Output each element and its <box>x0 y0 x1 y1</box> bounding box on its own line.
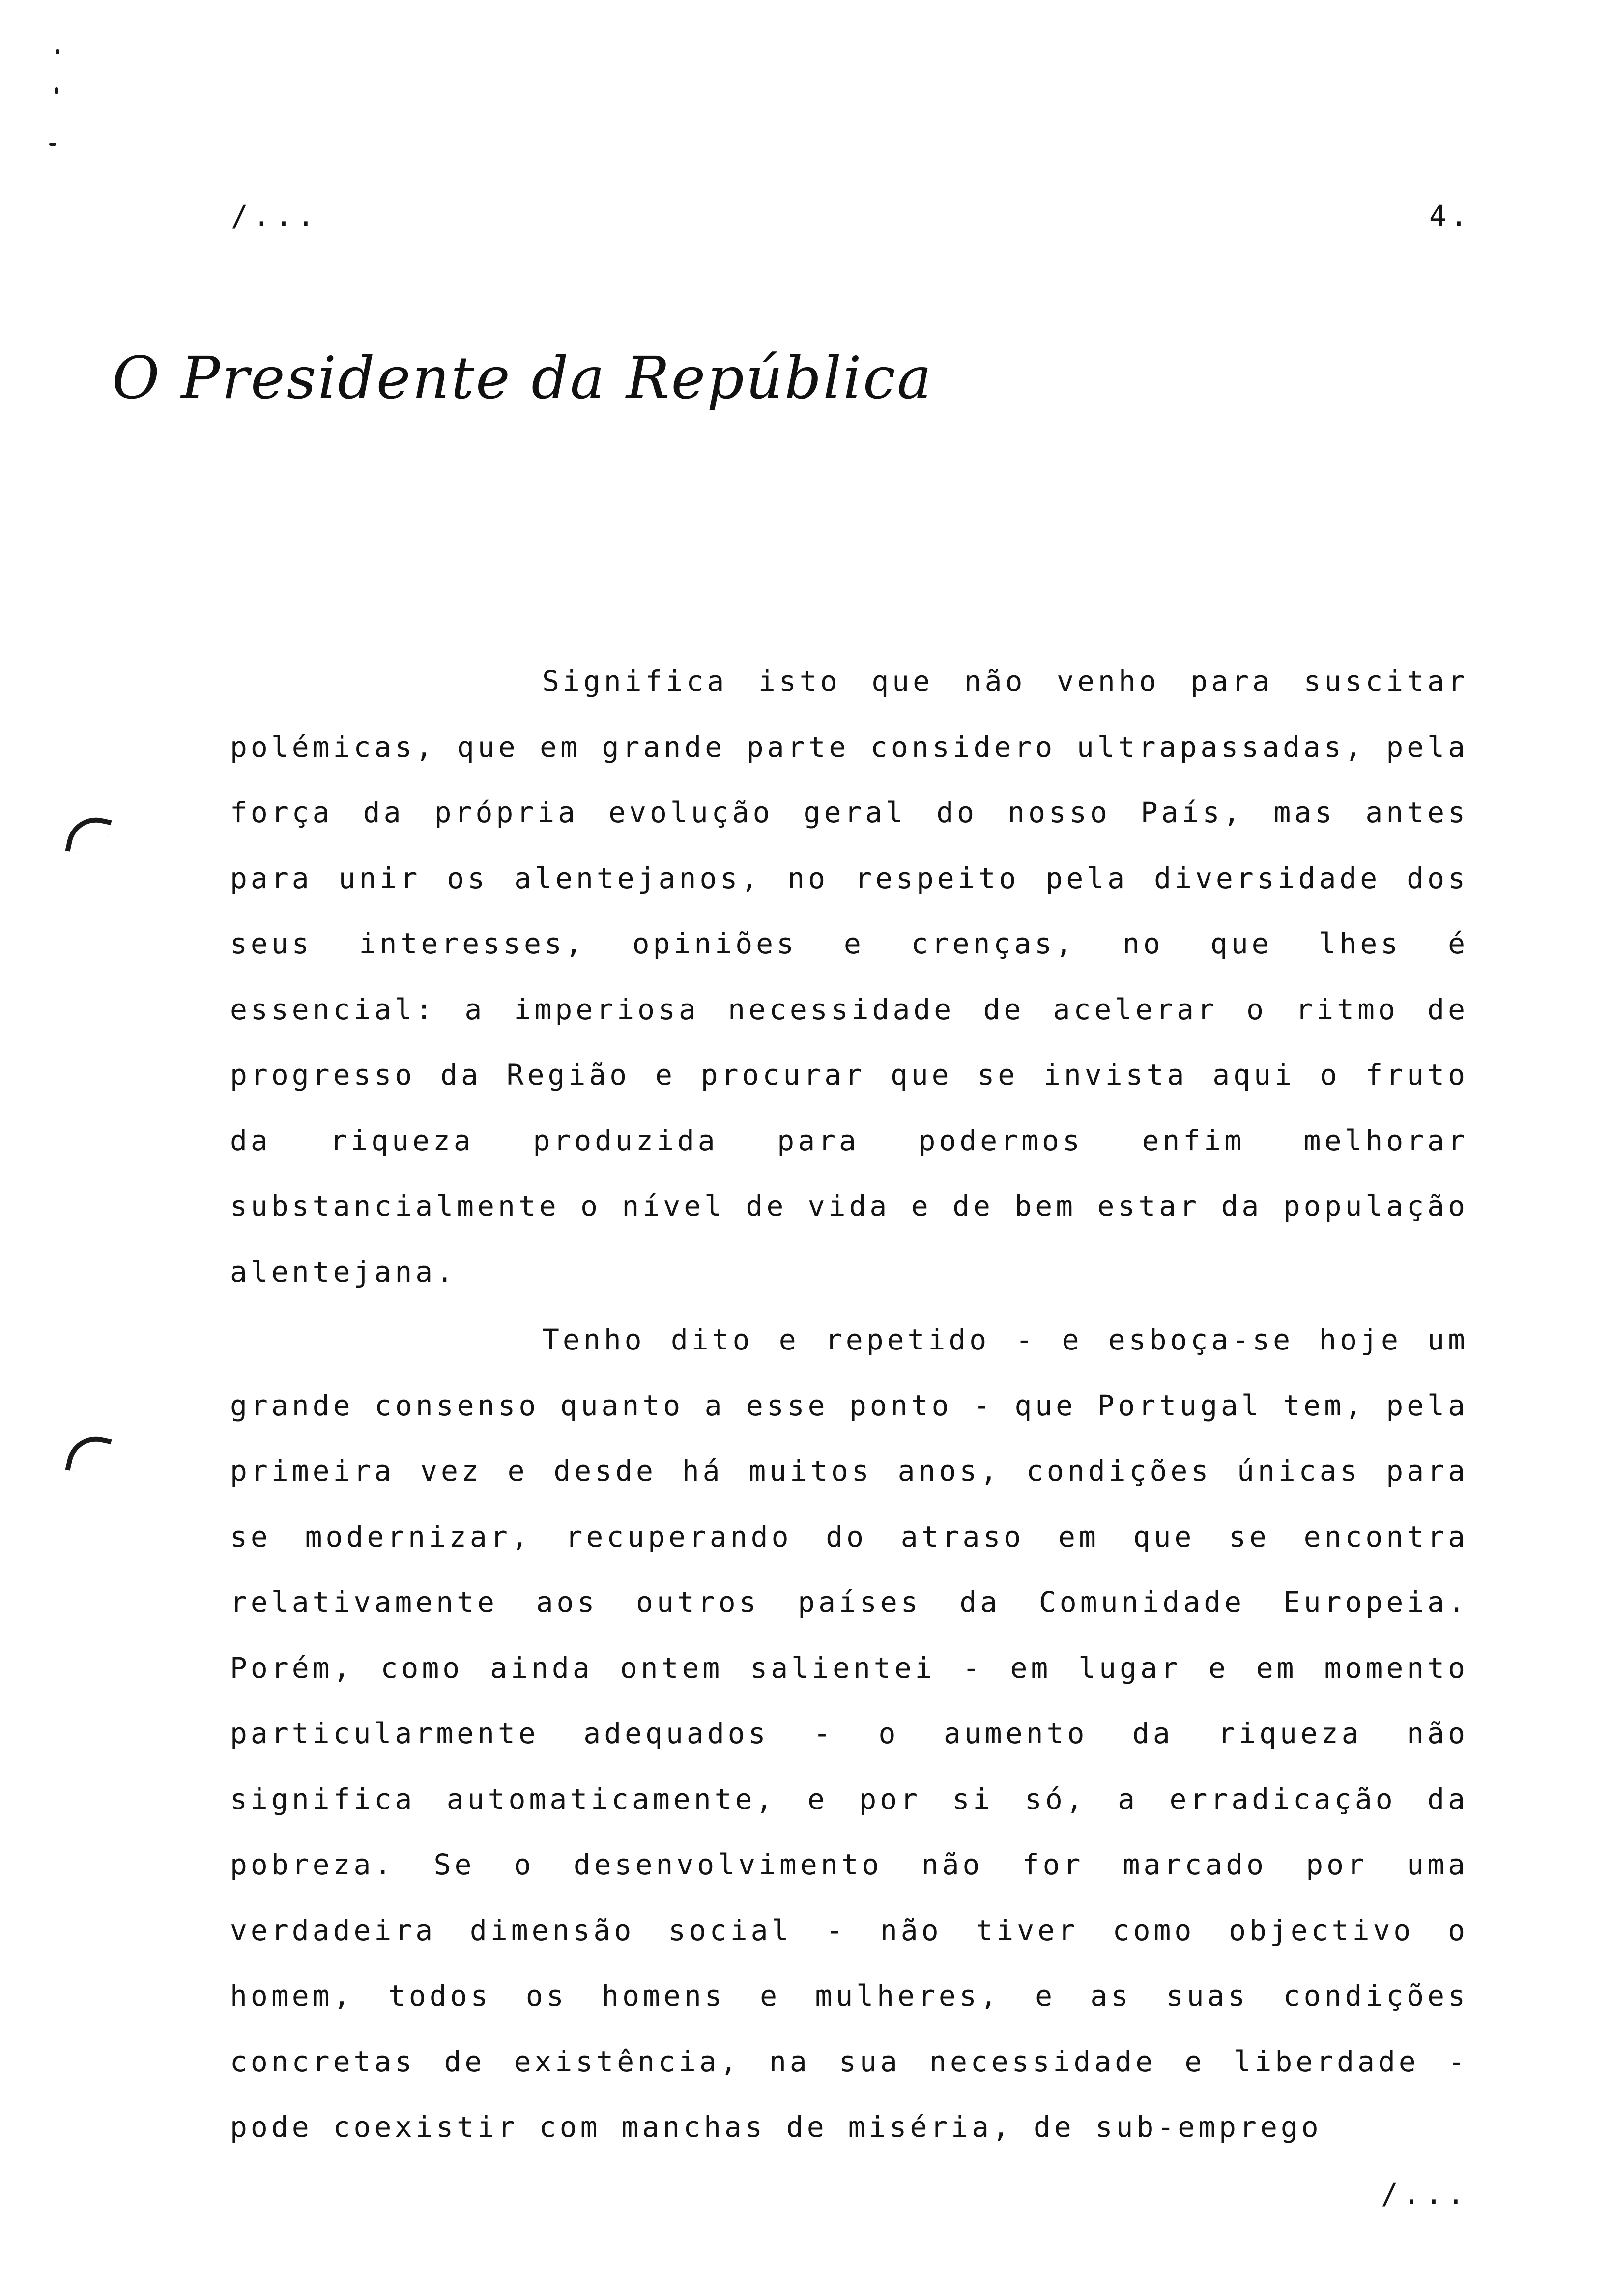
letterhead-title: O Presidente da República <box>112 344 933 412</box>
paragraph-text: Significa isto que não venho para suscitar polémicas, que em grande parte considero ultrapassadas, pela força da própria evolução geral do nosso País, mas antes para unir os alentejanos, no respeito pela diversidade dos seus interesses, opiniões e crenças, no que lhes é essencial: a imperiosa necessidade de acelerar o ritmo de progresso da Região e procurar que se invista aqui o fruto da riqueza produzida para podermos enfim melhorar substancialmente o nível de vida e de bem estar da população alentejana. <box>230 664 1468 1289</box>
continuation-marker-bottom: /... <box>1381 2177 1469 2210</box>
continuation-marker-top: /... <box>231 199 319 232</box>
punch-hole-mark <box>65 812 112 859</box>
punch-hole-mark <box>65 1432 112 1478</box>
scan-speck <box>55 87 58 94</box>
paragraph-text: Tenho dito e repetido - e esboça-se hoje um grande consenso quanto a esse ponto - que Portugal tem, pela primeira vez e desde há muitos anos, condições únicas para se modernizar, recuperando do atraso em que se encontra relativamente aos outros países da Comunidade Europeia. Porém, como ainda ontem salientei - em lugar e em momento particularmente adequados - o aumento da riqueza não significa automaticamente, e por si só, a erradicação da pobreza. Se o desenvolvimento não for marcado por uma verdadeira dimensão social - não tiver como objectivo o homem, todos os homens e mulheres, e as suas condições concretas de existência, na sua necessidade e liberdade - pode coexistir com manchas de miséria, de sub-emprego <box>230 1323 1468 2144</box>
body-paragraph-1 <box>230 649 1468 1305</box>
scan-speck <box>56 49 59 54</box>
page-number: 4. <box>1429 199 1471 232</box>
scan-speck <box>49 143 56 146</box>
body-paragraph-2 <box>230 1307 1468 2160</box>
